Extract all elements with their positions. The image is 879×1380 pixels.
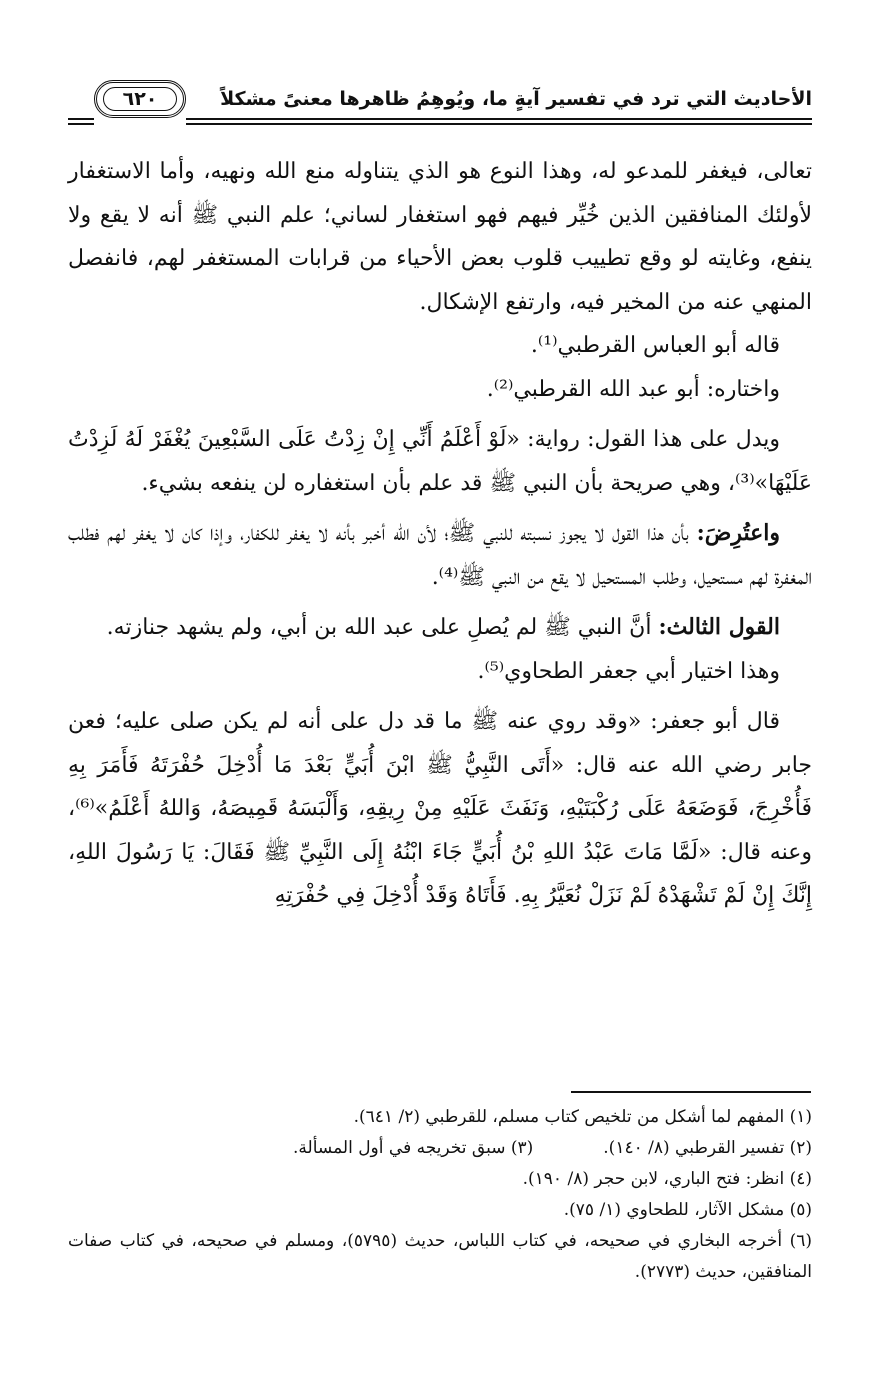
- paragraph: قاله أبو العباس القرطبي⁽¹⁾.: [530, 333, 780, 358]
- running-title: الأحاديث التي ترد في تفسير آيةٍ ما، ويُوهِمُ ظاهرها معنىً مشكلاً: [220, 88, 812, 110]
- footnote: (١) المفهم لما أشكل من تلخيص كتاب مسلم، للقرطبي (٢/ ٦٤١).: [353, 1107, 812, 1127]
- footnotes: [68, 1102, 812, 1288]
- paragraph: واختاره: أبو عبد الله القرطبي⁽²⁾.: [486, 376, 780, 402]
- footnote: (٦) أخرجه البخاري في صحيحه، في كتاب اللباس، حديث (٥٧٩٥)، ومسلم في صحيحه، في كتاب صفات المنافقين، حديث (٢٧٧٣).: [68, 1231, 813, 1282]
- footnote: (٣) سبق تخريجه في أول المسألة.: [293, 1138, 534, 1158]
- paragraph-text: بأن هذا القول لا يجوز نسبته للنبي ﷺ؛ لأن الله أخبر بأنه لا يغفر للكفار، وإذا كان لا يغفر لهم فطلب المغفرة لهم مستحيل، وطلب المستحيل لا يقع من النبي ﷺ⁽⁴⁾.: [68, 521, 812, 590]
- footnote: (٤) انظر: فتح الباري، لابن حجر (٨/ ١٩٠).: [522, 1169, 812, 1189]
- header-rule: [186, 123, 812, 125]
- page-number: ٦٢٠: [103, 87, 177, 111]
- third-opinion-label: القول الثالث:: [658, 614, 780, 640]
- paragraph: ويدل على هذا القول: رواية: «لَوْ أَعْلَمُ أَنِّي إِنْ زِدْتُ عَلَى السَّبْعِينَ يُغْفَرْ لَهُ لَزِدْتُ عَلَيْهَا»⁽³⁾، وهي صريحة بأن النبي ﷺ قد علم بأن استغفاره لن ينفعه بشيء.: [68, 427, 812, 496]
- paragraph: وهذا اختيار أبي جعفر الطحاوي⁽⁵⁾.: [477, 658, 780, 684]
- footnote: (٢) تفسير القرطبي (٨/ ١٤٠).: [603, 1138, 812, 1158]
- page-header: [68, 78, 812, 128]
- header-rule: [68, 123, 94, 125]
- objection-label: واعتُرِضَ:: [696, 520, 781, 546]
- page-number-frame: [94, 80, 186, 118]
- paragraph: [68, 512, 812, 599]
- header-rule: [186, 118, 812, 120]
- footnote-separator: [571, 1091, 811, 1093]
- paragraph: تعالى، فيغفر للمدعو له، وهذا النوع هو الذي يتناوله منع الله ونهيه، وأما الاستغفار لأولئك المنافقين الذين خُيِّر فيهم فهو استغفار لساني؛ علم النبي ﷺ أنه لا يقع ولا ينفع، وغايته لو وقع تطييب قلوب بعض الأحياء من قرابات المستغفر لهم، فانفصل المنهي عنه من المخير فيه، وارتفع الإشكال.: [68, 159, 812, 315]
- paragraph-text: أنَّ النبي ﷺ لم يُصلِ على عبد الله بن أبي، ولم يشهد جنازته.: [106, 615, 652, 640]
- main-text: [68, 150, 812, 918]
- header-rule: [68, 118, 94, 120]
- footnote: (٥) مشكل الآثار، للطحاوي (١/ ٧٥).: [563, 1200, 812, 1220]
- paragraph: [68, 606, 812, 650]
- paragraph: قال أبو جعفر: «وقد روي عنه ﷺ ما قد دل على أنه لم يكن صلى عليه؛ فعن جابر رضي الله عنه قال: «أَتَى النَّبِيُّ ﷺ ابْنَ أُبَيٍّ بَعْدَ مَا أُدْخِلَ حُفْرَتَهُ فَأَمَرَ بِهِ فَأُخْرِجَ، فَوَضَعَهُ عَلَى رُكْبَتَيْهِ، وَنَفَثَ عَلَيْهِ مِنْ رِيقِهِ، وَأَلْبَسَهُ قَمِيصَهُ، وَاللهُ أَعْلَمُ»⁽⁶⁾، وعنه قال: «لَمَّا مَاتَ عَبْدُ اللهِ بْنُ أُبَيٍّ جَاءَ ابْنُهُ إِلَى النَّبِيِّ ﷺ فَقَالَ: يَا رَسُولَ اللهِ، إِنَّكَ إِنْ لَمْ تَشْهَدْهُ لَمْ نَزَلْ نُعَيَّرُ بِهِ. فَأَتَاهُ وَقَدْ أُدْخِلَ فِي حُفْرَتِهِ: [68, 709, 813, 908]
